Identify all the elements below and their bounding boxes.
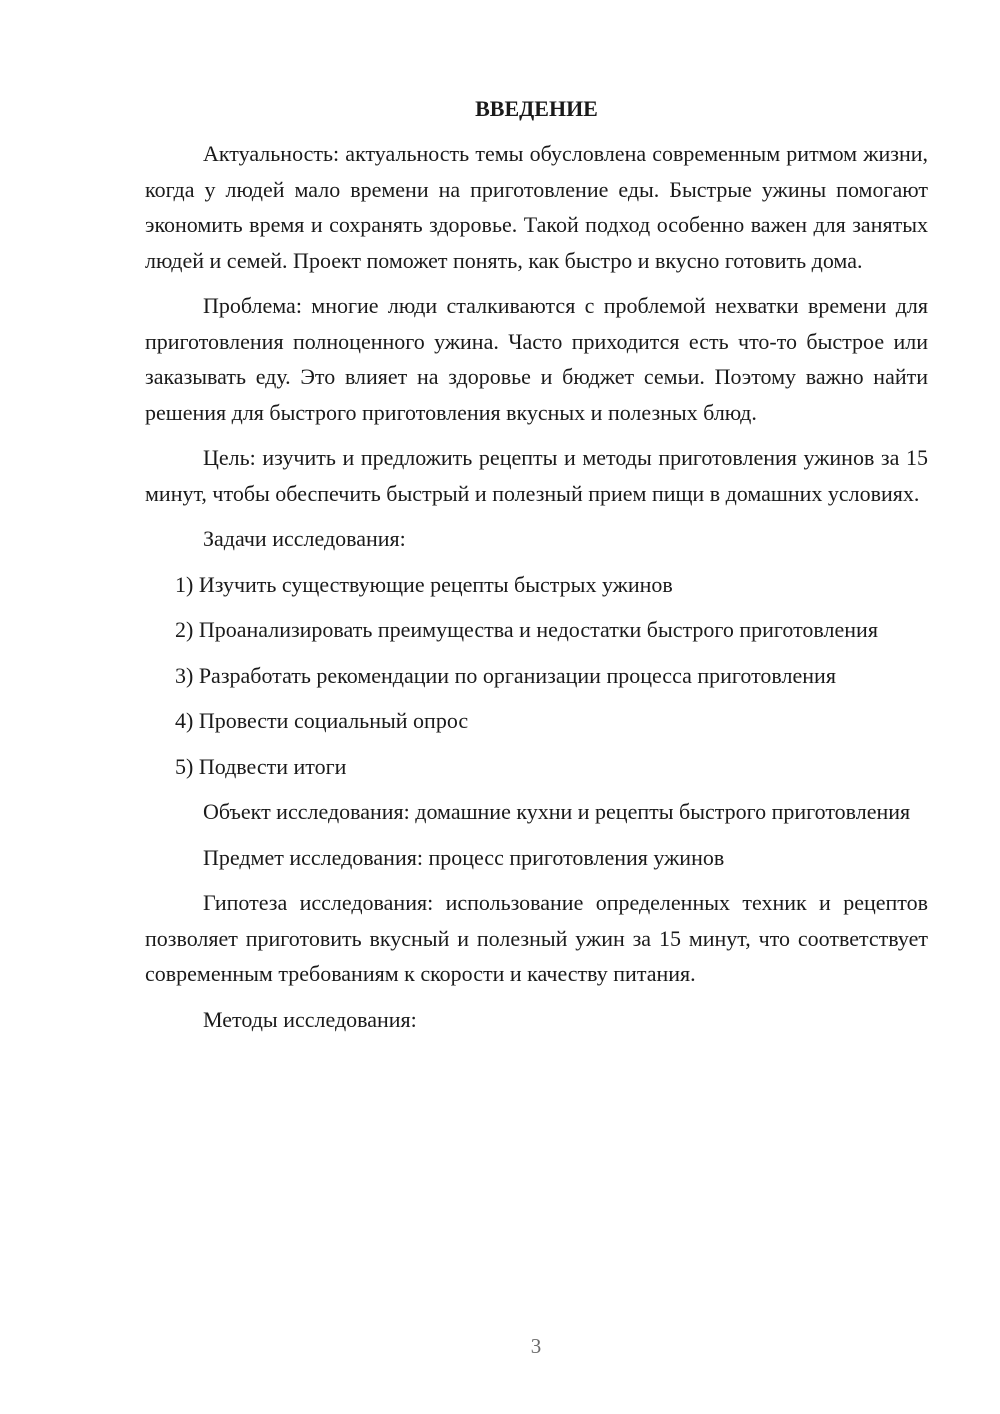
task-item-1: 1) Изучить существующие рецепты быстрых ужинов: [175, 571, 673, 597]
goal-paragraph: Цель: изучить и предложить рецепты и методы приготовления ужинов за 15 минут, чтобы обеспечить быстрый и полезный прием пищи в домашних условиях.: [145, 445, 928, 506]
task-item-2: 2) Проанализировать преимущества и недостатки быстрого приготовления: [175, 617, 878, 642]
tasks-title: Задачи исследования:: [203, 526, 406, 551]
page-number: 3: [530, 1334, 542, 1358]
page-content: [145, 94, 928, 1047]
hypothesis-paragraph: Гипотеза исследования: использование определенных техник и рецептов позволяет приготовить вкусный и полезный ужин за 15 минут, что соответствует современным требованиям к скорости и качеству питания.: [145, 890, 928, 986]
relevance-paragraph: Актуальность: актуальность темы обусловлена современным ритмом жизни, когда у людей мало времени на приготовление еды. Быстрые ужины помогают экономить время и сохранять здоровье. Такой подход особенно важен для занятых людей и семей. Проект поможет понять, как быстро и вкусно готовить дома.: [145, 141, 928, 273]
task-item-3: 3) Разработать рекомендации по организации процесса приготовления: [175, 662, 836, 688]
task-item-4: 4) Провести социальный опрос: [175, 708, 469, 733]
section-heading: ВВЕДЕНИЕ: [475, 96, 598, 121]
object-paragraph: Объект исследования: домашние кухни и рецепты быстрого приготовления: [203, 799, 911, 824]
task-item-5: 5) Подвести итоги: [175, 753, 347, 779]
problem-paragraph: Проблема: многие люди сталкиваются с проблемой нехватки времени для приготовления полноценного ужина. Часто приходится есть что-то быстрое или заказывать еду. Это влияет на здоровье и бюджет семьи. Поэтому важно найти решения для быстрого приготовления вкусных и полезных блюд.: [145, 293, 928, 425]
methods-title: Методы исследования:: [203, 1006, 417, 1032]
subject-paragraph: Предмет исследования: процесс приготовления ужинов: [203, 844, 725, 870]
